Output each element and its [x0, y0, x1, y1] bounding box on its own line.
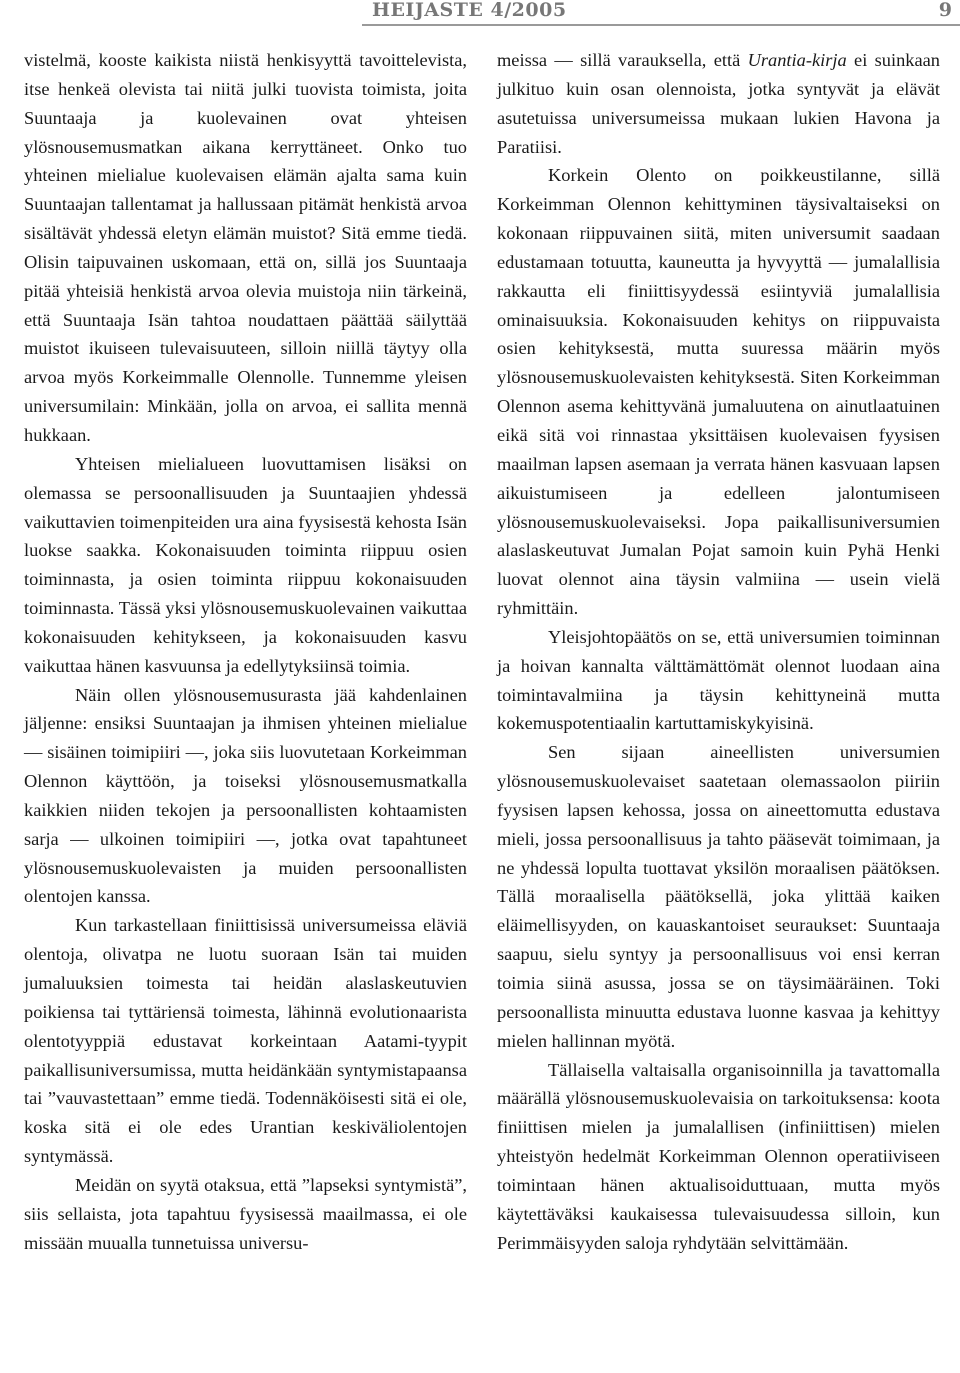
paragraph: Tällaisella valtaisalla organisoinnilla ja tavattomalla määrällä ylösnousemuskuolevaisia on tarkoituksensa: koota finiittisen mielen ja jumalallisen (infiniittisen) mielen yhteistyön hedelmät Korkeimman Olennon operatiiviseen toimintaan hänen aktualisoiduttuaan, mutta myös käytettäväksi kaukaisessa tulevaisuudessa silloin, kun Perimmäisyyden saloja ryhdytään selvittämään.	[497, 1059, 940, 1253]
publication-title: HEIJASTE 4/2005	[372, 0, 567, 21]
page-number: 9	[938, 0, 952, 21]
paragraph: Näin ollen ylösnousemusurasta jää kahdenlainen jäljenne: ensiksi Suuntaajan ja ihmisen yhteinen mielialue — sisäinen toimipiiri —, joka siis luovutetaan Korkeimman Olennon käyttöön, ja toiseksi ylösnousemusmatkalla kaikkien niiden tekojen ja persoonallisten kohtaamisten sarja — ulkoinen toimipiiri —, jotka ovat tapahtuneet ylösnousemuskuolevaisten ja muiden persoonallisten olentojen kanssa.	[24, 684, 467, 907]
paragraph: Kun tarkastellaan finiittisissä universumeissa eläviä olentoja, olivatpa ne luotu suoraan Isän tai muiden jumaluuksien toimesta tai heidän alaslaskeutuvien poikiensa tai tyttäriensä toimesta, lähinnä evolutionaarista olentotyyppiä edustavat korkeintaan Aatami-tyypit paikallisuniversumissa, mutta heidänkään syntymistapaansa tai ”vauvastettaan” emme tiedä. Todennäköisesti sitä ei ole, koska sitä ei ole edes Urantian keskiväliolentojen syntymässä.	[24, 915, 467, 1167]
paragraph: Meidän on syytä otaksua, että ”lapseksi syntymistä”, siis sellaista, jota tapahtuu fyysisessä maailmassa, ei ole missään muualla tunnetuissa universu-	[24, 1174, 467, 1253]
paragraph-text: meissa — sillä varauksella, että	[497, 50, 748, 70]
paragraph: Yleisjohtopäätös on se, että universumien toiminnan ja hoivan kannalta välttämättömät olennot luodaan aina toimintavalmiina ja täysin kehittyneinä mutta kokemuspotentiaalin kartuttamiskykyisinä.	[497, 626, 940, 734]
paragraph	[497, 46, 940, 161]
page-header	[0, 0, 960, 24]
paragraph-text: ei suinkaan julkituo kuin osan olennoista, jotka syntyvät ja elävät asutetuissa universumeissa mukaan lukien Havona ja Paratiisi.	[497, 50, 940, 157]
book-title: Urantia-kirja	[747, 50, 847, 70]
paragraph: Korkein Olento on poikkeustilanne, sillä Korkeimman Olennon kehittyminen täysivaltaiseksi on kokonaan riippuvainen siitä, miten universumit saadaan edustamaan totuutta, kauneutta ja hyvyyttä — jumalallisia rakkautta eli finiittisyydessä esiintyviä jumalallisia ominaisuuksia. Kokonaisuuden kehitys on riippuvaista osien kehityksestä, mutta suuressa määrin myös ylösnousemuskuolevaisten kehityksestä. Siten Korkeimman Olennon asema kehittyvänä jumaluutena on ainutlaatuinen eikä sitä voi rinnastaa yksittäisen kuolevaisen fyysisen maailman lapsen asemaan ja verrata hänen kasvuaan lapsen aikuistumiseen ja edelleen jalontumiseen ylösnousemuskuolevaiseksi. Jopa paikallisuniversumien alaslaskeutuvat Jumalan Pojat samoin kuin Pyhä Henki luovat olennot aina täysin valmiina — usein vielä ryhmittäin.	[497, 165, 940, 619]
right-column	[497, 46, 940, 1257]
paragraph: vistelmä, kooste kaikista niistä henkisyyttä tavoittelevista, itse henkeä olevista tai niitä julki tuovista toimista, joita Suuntaaja ja kuolevainen ovat yhteisen ylösnousemusmatkan aikana kerryttäneet. Onko tuo yhteinen mielialue kuolevaisen elämän ajalta sama kuin Suuntaajan tallentamat ja hallussaan pitämät henkistä arvoa sisältävät yhdessä eletyn elämän muistot? Sitä emme tiedä. Olisin taipuvainen uskomaan, että on, sillä jos Suuntaaja pitää yhteisiä henkistä arvoa olevia muistoja niin tärkeinä, että Suuntaaja Isän tahtoa noudattaen päättää säilyttää muistot ikuiseen tulevaisuuteen, silloin niillä täytyy olla arvoa myös Korkeimmalle Olennolle. Tunnemme yleisen universumilain: Minkään, jolla on arvoa, ei sallita mennä hukkaan.	[24, 50, 467, 445]
paragraph: Yhteisen mielialueen luovuttamisen lisäksi on olemassa se persoonallisuuden ja Suuntaajien yhdessä vaikuttavien toimenpiteiden ura aina fyysisestä kehosta Isän luokse saakka. Kokonaisuuden toiminta riippuu osien toiminnasta, ja osien toiminta riippuu kokonaisuuden toiminnasta. Tässä yksi ylösnousemuskuolevainen vaikuttaa kokonaisuuden kehitykseen, ja kokonaisuuden kasvu vaikuttaa hänen kasvuunsa ja edellytyksiinsä toimia.	[24, 453, 467, 676]
left-column	[24, 46, 467, 1257]
paragraph: Sen sijaan aineellisten universumien ylösnousemuskuolevaiset saatetaan olemassaolon piiriin fyysisen lapsen kehossa, jossa on aineettomutta edustava mieli, jossa persoonallisuus ja tahto pääsevät toimimaan, ja ne yhdessä lopulta tuottavat yksilön moraalisen päätöksen. Tällä moraalisella päätöksellä, joka ylittää kaiken eläimellisyyden, on kauaskantoiset seuraukset: Suuntaaja saapuu, sielu syntyy ja persoonallisuus voi ensi kerran toimia siinä asussa, jossa se on täysimääräinen. Toki persoonallista minuutta edustava luonne kasvaa ja kehittyy mielen hallinnan myötä.	[497, 742, 940, 1051]
